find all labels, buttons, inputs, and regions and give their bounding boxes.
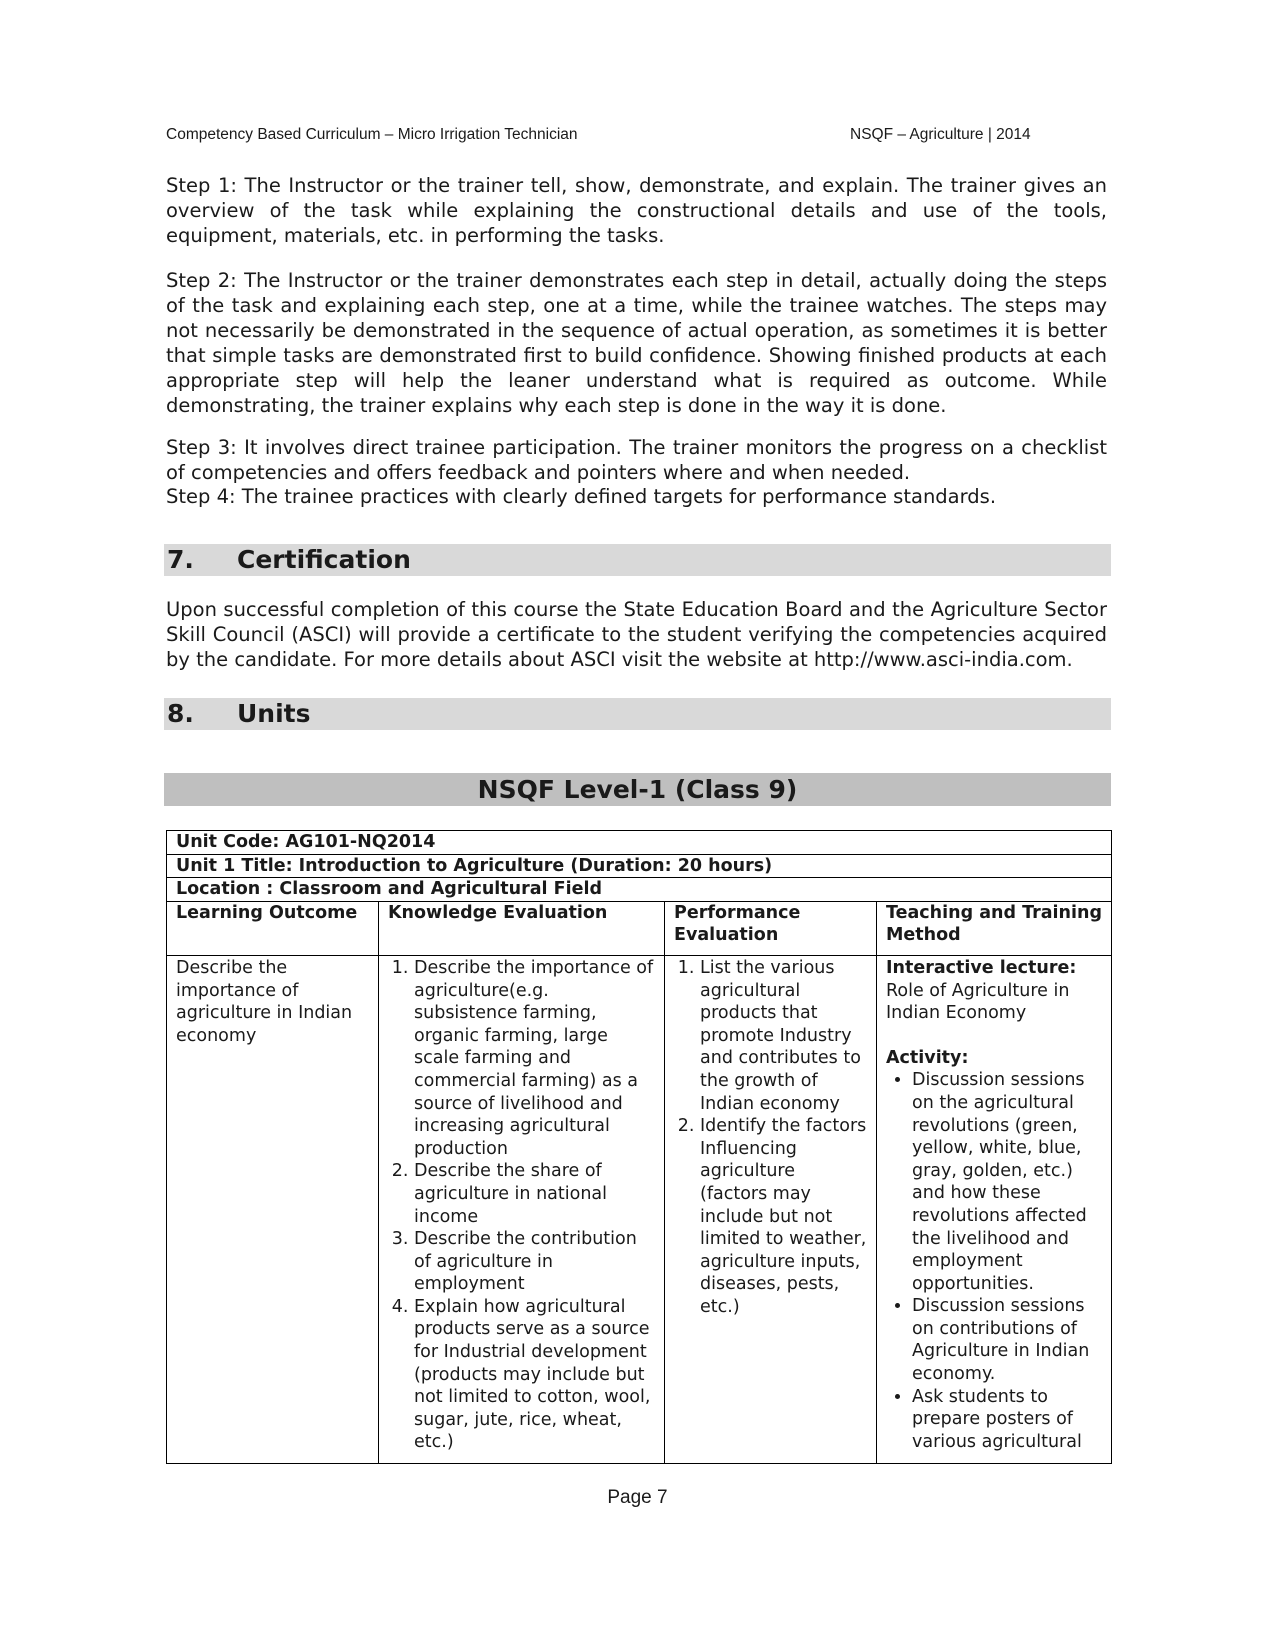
list-item: • Ask students to prepare posters of various agricultural xyxy=(912,1386,1102,1454)
section-7-heading xyxy=(164,544,1111,576)
level-title-bar: NSQF Level-1 (Class 9) xyxy=(164,773,1111,806)
knowledge-evaluation-list xyxy=(388,957,655,1454)
column-header-performance-evaluation: Performance Evaluation xyxy=(665,901,877,955)
column-header-teaching-method: Teaching and Training Method xyxy=(877,901,1112,955)
performance-evaluation-cell xyxy=(665,955,877,1463)
interactive-lecture-label: Interactive lecture: xyxy=(886,957,1077,978)
column-header-learning-outcome: Learning Outcome xyxy=(167,901,379,955)
activity-list xyxy=(886,1069,1102,1453)
list-item: 2. Identify the factors Influencing agriculture (factors may include but not limited to weather, agriculture inputs, diseases, pests, etc.) xyxy=(700,1115,867,1318)
teaching-method-cell xyxy=(877,955,1112,1463)
performance-evaluation-list xyxy=(674,957,867,1319)
list-item: • Discussion sessions on the agricultural revolutions (green, yellow, white, blue, gray, golden, etc.) and how these revolutions affected the livelihood and employment opportunities. xyxy=(912,1069,1102,1295)
interactive-lecture-text: Role of Agriculture in Indian Economy xyxy=(886,980,1070,1024)
unit-title-cell: Unit 1 Title: Introduction to Agriculture (Duration: 20 hours) xyxy=(167,854,1112,878)
step-2-paragraph: Step 2: The Instructor or the trainer demonstrates each step in detail, actually doing the steps of the task and explaining each step, one at a time, while the trainee watches. The steps may not necessarily be demonstrated in the sequence of actual operation, as sometimes it is better that simple tasks are demonstrated first to build confidence. Showing finished products at each appropriate step will help the leaner understand what is required as outcome. While demonstrating, the trainer explains why each step is done in the way it is done. xyxy=(166,269,1107,417)
section-8-heading xyxy=(164,698,1111,730)
step-3-paragraph: Step 3: It involves direct trainee participation. The trainer monitors the progress on a checklist of competencies and offers feedback and pointers where and when needed. xyxy=(166,436,1107,484)
step-4-paragraph: Step 4: The trainee practices with clearly defined targets for performance standards. xyxy=(166,485,997,508)
location-cell: Location : Classroom and Agricultural Field xyxy=(167,878,1112,902)
column-header-knowledge-evaluation: Knowledge Evaluation xyxy=(379,901,665,955)
running-header xyxy=(166,126,1044,148)
unit-code-cell: Unit Code: AG101-NQ2014 xyxy=(167,831,1112,855)
list-item: 1. Describe the importance of agriculture(e.g. subsistence farming, organic farming, large scale farming and commercial farming) as a source of livelihood and increasing agricultural production xyxy=(414,957,655,1160)
knowledge-evaluation-cell xyxy=(379,955,665,1463)
list-item: 2. Describe the share of agriculture in national income xyxy=(414,1160,655,1228)
section-7-number: 7. xyxy=(167,545,194,574)
list-item: 3. Describe the contribution of agriculture in employment xyxy=(414,1228,655,1296)
section-8-title: Units xyxy=(237,699,311,728)
section-7-title: Certification xyxy=(237,545,411,574)
unit-table xyxy=(166,830,1112,1464)
section-8-number: 8. xyxy=(167,699,194,728)
activity-label: Activity: xyxy=(886,1047,969,1068)
header-right-text: NSQF – Agriculture | 2014 xyxy=(850,126,1031,143)
list-item: 4. Explain how agricultural products serve as a source for Industrial development (products may include but not limited to cotton, wool, sugar, jute, rice, wheat, etc.) xyxy=(414,1296,655,1454)
list-item: • Discussion sessions on contributions of Agriculture in Indian economy. xyxy=(912,1295,1102,1385)
list-item: 1. List the various agricultural products that promote Industry and contributes to the growth of Indian economy xyxy=(700,957,867,1115)
certification-paragraph: Upon successful completion of this course the State Education Board and the Agriculture Sector Skill Council (ASCI) will provide a certificate to the student verifying the competencies acquired by the candidate. For more details about ASCI visit the website at http://www.asci-india.com. xyxy=(166,598,1107,671)
step-1-paragraph: Step 1: The Instructor or the trainer tell, show, demonstrate, and explain. The trainer gives an overview of the task while explaining the constructional details and use of the tools, equipment, materials, etc. in performing the tasks. xyxy=(166,174,1107,247)
header-left-text: Competency Based Curriculum – Micro Irrigation Technician xyxy=(166,126,578,143)
learning-outcome-cell: Describe the importance of agriculture in Indian economy xyxy=(167,955,379,1463)
page-number: Page 7 xyxy=(607,1487,668,1508)
